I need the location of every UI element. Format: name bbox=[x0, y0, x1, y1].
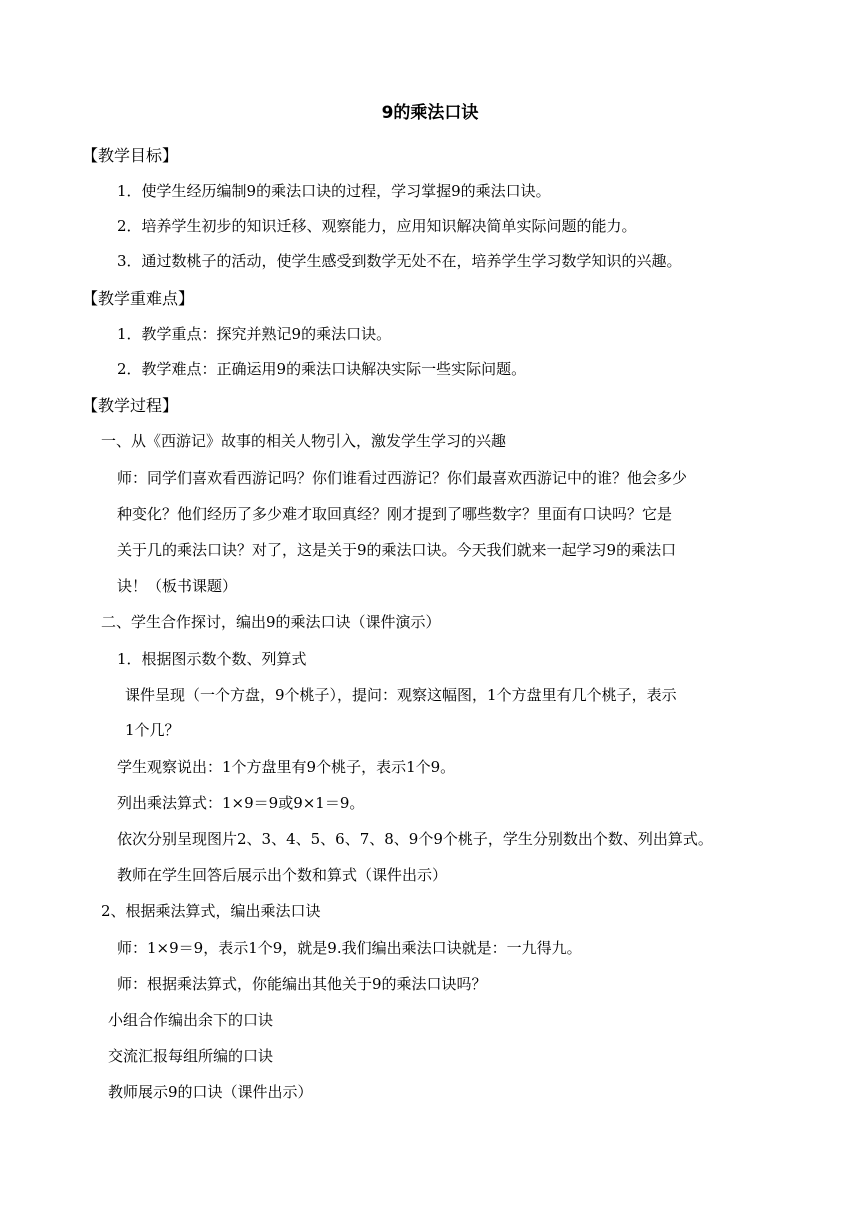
paragraph-line: 师：同学们喜欢看西游记吗？你们谁看过西游记？你们最喜欢西游记中的谁？他会多少 bbox=[117, 469, 688, 487]
paragraph-line: 诀！（板书课题） bbox=[117, 577, 238, 595]
paragraph-line: 交流汇报每组所编的口诀 bbox=[108, 1047, 274, 1065]
paragraph-line: 依次分别呈现图片2、3、4、5、6、7、8、9个9个桃子，学生分别数出个数、列出算式。 bbox=[117, 830, 713, 848]
key-point-item-1: 1．教学重点：探究并熟记9的乘法口诀。 bbox=[117, 325, 392, 343]
paragraph-line: 种变化？他们经历了多少难才取回真经？刚才提到了哪些数字？里面有口诀吗？它是 bbox=[117, 505, 673, 523]
process-step-2-heading: 二、学生合作探讨，编出9的乘法口诀（课件演示） bbox=[101, 613, 441, 631]
objective-item-3: 3．通过数桃子的活动，使学生感受到数学无处不在，培养学生学习数学知识的兴趣。 bbox=[117, 252, 682, 270]
paragraph-line: 小组合作编出余下的口诀 bbox=[108, 1011, 274, 1029]
substep-1-heading: 1．根据图示数个数、列算式 bbox=[117, 650, 307, 668]
substep-2-heading: 2、根据乘法算式，编出乘法口诀 bbox=[101, 902, 321, 920]
paragraph-line: 列出乘法算式：1×9＝9或9×1＝9。 bbox=[117, 794, 365, 812]
paragraph-line: 关于几的乘法口诀？对了，这是关于9的乘法口诀。今天我们就来一起学习9的乘法口 bbox=[117, 541, 677, 559]
objective-item-2: 2．培养学生初步的知识迁移、观察能力，应用知识解决简单实际问题的能力。 bbox=[117, 217, 637, 235]
objective-item-1: 1．使学生经历编制9的乘法口诀的过程，学习掌握9的乘法口诀。 bbox=[117, 182, 551, 200]
section-heading-objectives: 【教学目标】 bbox=[82, 146, 179, 165]
paragraph-line: 课件呈现（一个方盘，9个桃子），提问：观察这幅图，1个方盘里有几个桃子，表示 bbox=[125, 686, 677, 704]
paragraph-line: 师：1×9＝9，表示1个9，就是9.我们编出乘法口诀就是：一九得九。 bbox=[117, 939, 582, 957]
section-heading-key-points: 【教学重难点】 bbox=[82, 289, 195, 308]
paragraph-line: 学生观察说出：1个方盘里有9个桃子，表示1个9。 bbox=[117, 758, 456, 776]
paragraph-line: 教师展示9的口诀（课件出示） bbox=[108, 1083, 313, 1101]
page-title: 9的乘法口诀 bbox=[381, 103, 479, 123]
paragraph-line: 教师在学生回答后展示出个数和算式（课件出示） bbox=[117, 866, 448, 884]
paragraph-line: 师：根据乘法算式，你能编出其他关于9的乘法口诀吗？ bbox=[117, 975, 487, 993]
process-step-1-heading: 一、从《西游记》故事的相关人物引入，激发学生学习的兴趣 bbox=[101, 432, 507, 450]
paragraph-line: 1个几？ bbox=[125, 721, 180, 739]
key-point-item-2: 2．教学难点：正确运用9的乘法口诀解决实际一些实际问题。 bbox=[117, 360, 527, 378]
section-heading-process: 【教学过程】 bbox=[82, 396, 179, 415]
